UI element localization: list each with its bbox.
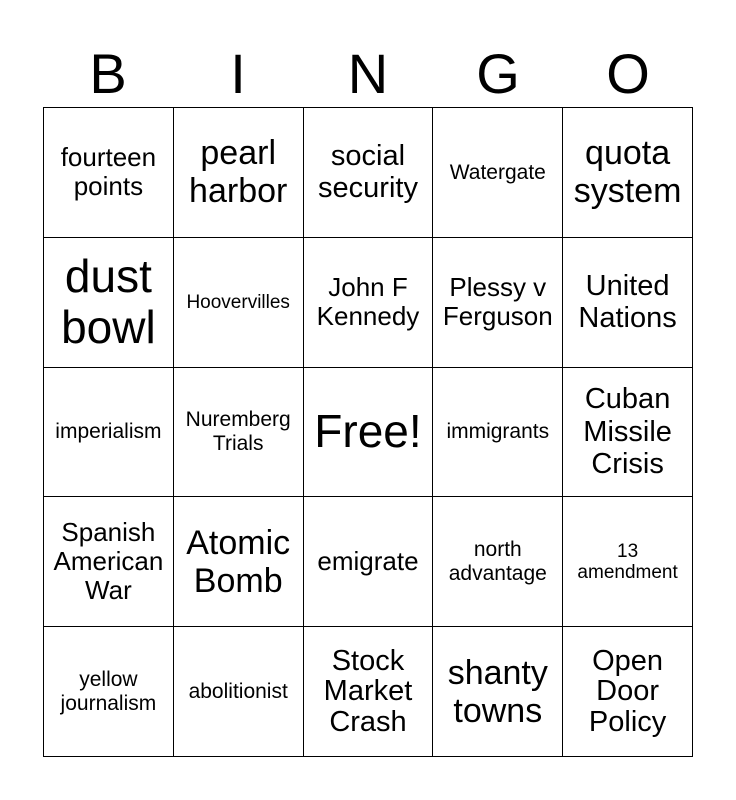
free-space-label: Free! bbox=[314, 405, 422, 458]
bingo-cell[interactable] bbox=[433, 368, 563, 498]
header-letter-o: O bbox=[606, 42, 650, 105]
bingo-cell[interactable] bbox=[44, 497, 174, 627]
header-letter-n: N bbox=[347, 42, 389, 105]
bingo-cell[interactable] bbox=[433, 108, 563, 238]
bingo-cell[interactable] bbox=[44, 238, 174, 368]
cell-label: 13 amendment bbox=[577, 540, 678, 583]
header-letter-i: I bbox=[230, 42, 246, 105]
cell-label: fourteen points bbox=[60, 142, 157, 202]
bingo-cell[interactable] bbox=[433, 497, 563, 627]
bingo-cell[interactable] bbox=[433, 238, 563, 368]
free-space-cell[interactable] bbox=[304, 368, 434, 498]
bingo-cell[interactable] bbox=[563, 368, 693, 498]
bingo-cell[interactable] bbox=[563, 497, 693, 627]
cell-label: emigrate bbox=[317, 546, 419, 577]
cell-label: pearl harbor bbox=[189, 134, 288, 211]
cell-label: imperialism bbox=[55, 420, 162, 444]
cell-label: United Nations bbox=[578, 269, 677, 335]
bingo-cell[interactable] bbox=[563, 108, 693, 238]
cell-label: Atomic Bomb bbox=[186, 523, 291, 600]
bingo-cell[interactable] bbox=[174, 238, 304, 368]
bingo-cell[interactable] bbox=[44, 108, 174, 238]
cell-label: quota system bbox=[573, 134, 682, 211]
cell-label: John F Kennedy bbox=[316, 272, 420, 332]
bingo-cell[interactable] bbox=[304, 108, 434, 238]
cell-label: shanty towns bbox=[447, 653, 548, 730]
cell-label: yellow journalism bbox=[60, 668, 157, 715]
cell-label: abolitionist bbox=[188, 679, 288, 703]
bingo-cell[interactable] bbox=[44, 627, 174, 757]
bingo-cell[interactable] bbox=[563, 627, 693, 757]
bingo-board bbox=[43, 107, 693, 757]
cell-label: Hoovervilles bbox=[186, 291, 290, 313]
header-letter-g: G bbox=[476, 42, 520, 105]
bingo-cell[interactable] bbox=[433, 627, 563, 757]
cell-label: Nuremberg Trials bbox=[185, 408, 291, 455]
bingo-cell[interactable] bbox=[174, 368, 304, 498]
bingo-cell[interactable] bbox=[174, 497, 304, 627]
cell-label: Watergate bbox=[449, 160, 546, 184]
cell-label: social security bbox=[318, 139, 418, 205]
cell-label: north advantage bbox=[448, 538, 547, 585]
cell-label: Stock Market Crash bbox=[323, 644, 413, 738]
bingo-header bbox=[43, 42, 693, 106]
bingo-cell[interactable] bbox=[563, 238, 693, 368]
cell-label: Cuban Missile Crisis bbox=[583, 383, 672, 481]
bingo-cell[interactable] bbox=[304, 497, 434, 627]
bingo-cell[interactable] bbox=[304, 627, 434, 757]
bingo-cell[interactable] bbox=[174, 108, 304, 238]
cell-label: dust bowl bbox=[61, 249, 156, 354]
cell-label: Plessy v Ferguson bbox=[442, 272, 553, 332]
cell-label: immigrants bbox=[446, 420, 550, 444]
header-letter-b: B bbox=[89, 42, 127, 105]
bingo-cell[interactable] bbox=[304, 238, 434, 368]
bingo-cell[interactable] bbox=[44, 368, 174, 498]
cell-label: Spanish American War bbox=[53, 517, 164, 606]
bingo-cell[interactable] bbox=[174, 627, 304, 757]
cell-label: Open Door Policy bbox=[588, 644, 667, 738]
